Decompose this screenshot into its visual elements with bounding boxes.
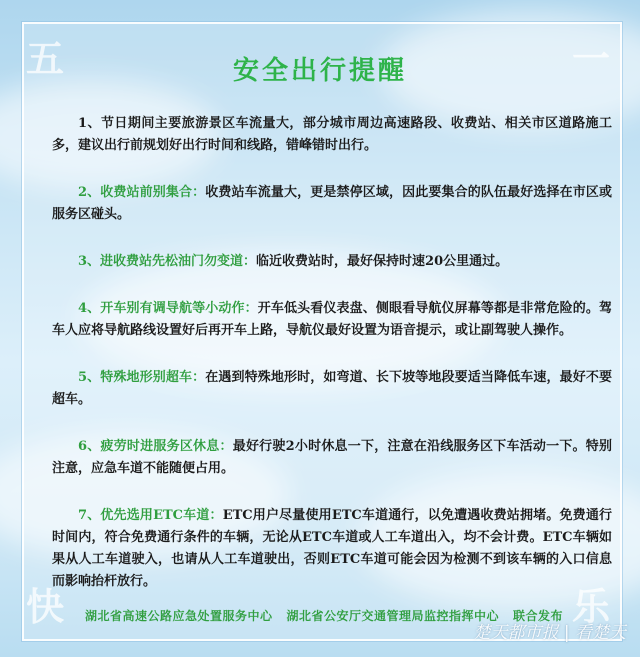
footer-suffix: 联合发布 xyxy=(513,609,564,623)
tips-list xyxy=(52,100,612,618)
tip-6-text: 最好行驶2小时休息一下，注意在沿线服务区下车活动一下。特别注意，应急车道不能随便占用。 xyxy=(52,439,612,476)
tip-item-3 xyxy=(52,251,612,273)
tip-4-text: 开车低头看仪表盘、侧眼看导航仪屏幕等都是非常危险的。驾车人应将导航路线设置好后再开车上路，导航仪最好设置为语音提示，或让副驾驶人操作。 xyxy=(52,301,612,338)
tip-item-5 xyxy=(52,367,612,411)
corner-char-bottom-right: 乐 xyxy=(571,584,610,629)
tip-item-6 xyxy=(52,436,612,480)
tip-5-text: 在遇到特殊地形时，如弯道、长下坡等地段要适当降低车速，最好不要超车。 xyxy=(52,370,612,407)
tip-7-heading: 7、优先选用ETC车道： xyxy=(78,508,223,523)
tip-item-1 xyxy=(52,113,612,157)
corner-char-top-left: 五 xyxy=(26,36,65,81)
tip-4-heading: 4、开车别有调导航等小动作： xyxy=(78,301,258,316)
tip-2-text: 收费站车流量大，更是禁停区域，因此要集合的队伍最好选择在市区或服务区碰头。 xyxy=(52,185,612,222)
source-watermark: 楚天都市报 | 看楚天 xyxy=(473,623,626,643)
tip-6-heading: 6、疲劳时进服务区休息： xyxy=(78,439,233,454)
tip-3-heading: 3、进收费站先松油门勿变道： xyxy=(78,254,257,269)
footer-org-1: 湖北省高速公路应急处置服务中心 xyxy=(85,609,273,623)
tip-3-text: 临近收费站时，最好保持时速20公里通过。 xyxy=(256,254,509,269)
corner-char-bottom-left: 快 xyxy=(26,584,65,629)
tip-item-4 xyxy=(52,298,612,342)
page-title: 安全出行提醒 xyxy=(232,56,407,86)
corner-char-top-right: 一 xyxy=(571,36,610,81)
tip-2-heading: 2、收费站前别集合： xyxy=(78,185,206,200)
tip-item-2 xyxy=(52,182,612,226)
tip-1-text: 1、节日期间主要旅游景区车流量大，部分城市周边高速路段、收费站、相关市区道路施工多，建议出行前规划好出行时间和线路，错峰错时出行。 xyxy=(52,116,612,153)
tip-7-text: ETC用户尽量使用ETC车道通行，以免遭遇收费站拥堵。免费通行时间内，符合免费通行条件的车辆，无论从ETC车道或人工车道出入，均不会计费。ETC车辆如果从人工车道驶入，也请从人工车道驶出，否则ETC车道可能会因为检测不到该车辆的入口信息而影响抬杆放行。 xyxy=(52,508,612,589)
tip-5-heading: 5、特殊地形别超车： xyxy=(78,370,206,385)
tip-item-7 xyxy=(52,505,612,593)
footer-org-2: 湖北省公安厅交通管理局监控指挥中心 xyxy=(286,609,500,623)
